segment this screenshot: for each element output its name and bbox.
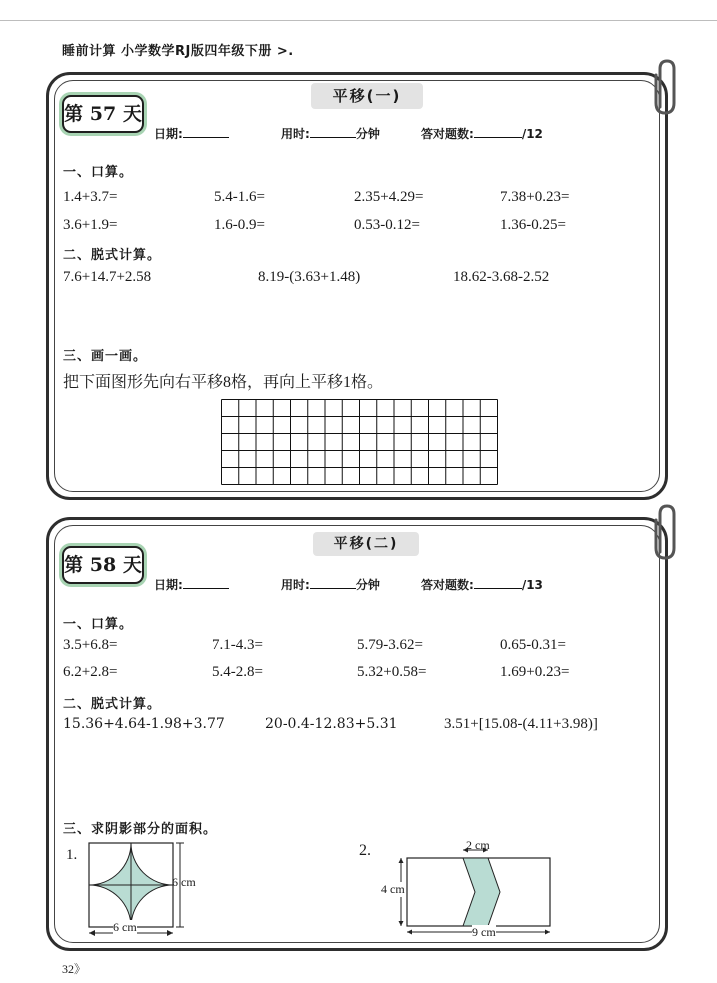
paperclip-icon <box>649 502 679 562</box>
score-field: 答对题数: /13 <box>421 578 543 592</box>
time-field: 用时: 分钟 <box>281 127 380 141</box>
section-draw-heading: 三、画一画。 <box>63 349 148 364</box>
day-58-card <box>46 517 668 951</box>
book-header: 睡前计算 小学数学RJ版四年级下册 >. <box>62 44 294 59</box>
figure-1-bottom-label: 6 cm <box>113 920 137 934</box>
oral-problem: 5.4-2.8= <box>212 664 263 680</box>
time-blank[interactable] <box>310 577 356 589</box>
score-blank[interactable] <box>474 577 522 589</box>
date-field: 日期: <box>154 125 229 142</box>
oral-problem: 1.36-0.25= <box>500 217 566 233</box>
lesson-title: 平移(一) <box>311 83 423 109</box>
figure-2-top-label: 2 cm <box>466 838 490 852</box>
time-field: 用时: 分钟 <box>281 578 380 592</box>
figure-1-side-label: 6 cm <box>172 875 196 889</box>
draw-instruction: 把下面图形先向右平移8格，再向上平移1格。 <box>63 374 384 391</box>
oral-problem: 7.38+0.23= <box>500 189 570 205</box>
oral-problem: 5.32+0.58= <box>357 664 427 680</box>
figure-2-rectangle <box>389 838 559 938</box>
written-problem: 20-0.4-12.83+5.31 <box>265 716 398 732</box>
oral-problem: 3.5+6.8= <box>63 637 118 653</box>
oral-problem: 1.6-0.9= <box>214 217 265 233</box>
section-area-heading: 三、求阴影部分的面积。 <box>63 822 218 837</box>
lesson-title: 平移(二) <box>313 532 419 556</box>
translation-grid[interactable] <box>221 399 498 485</box>
written-problem: 3.51+[15.08-(4.11+3.98)] <box>444 716 598 732</box>
figure-2-bottom-label: 9 cm <box>472 925 496 939</box>
oral-problem: 1.69+0.23= <box>500 664 570 680</box>
oral-problem: 5.79-3.62= <box>357 637 423 653</box>
day-badge: 第 58 天 <box>62 546 144 584</box>
top-rule <box>0 20 717 21</box>
oral-problem: 3.6+1.9= <box>63 217 118 233</box>
date-blank[interactable] <box>183 577 229 589</box>
oral-problem: 6.2+2.8= <box>63 664 118 680</box>
figure-2-number: 2. <box>359 842 371 859</box>
section-written-heading: 二、脱式计算。 <box>63 697 162 712</box>
figure-2-height-label: 4 cm <box>381 882 405 896</box>
day-badge: 第 57 天 <box>62 95 144 133</box>
section-oral-heading: 一、口算。 <box>63 165 134 180</box>
date-blank[interactable] <box>183 126 229 138</box>
page-number: 32》 <box>62 962 87 976</box>
paperclip-icon <box>649 57 679 117</box>
figure-1-number: 1. <box>66 847 78 863</box>
oral-problem: 0.53-0.12= <box>354 217 420 233</box>
oral-problem: 2.35+4.29= <box>354 189 424 205</box>
date-field: 日期: <box>154 576 229 593</box>
section-oral-heading: 一、口算。 <box>63 617 134 632</box>
time-blank[interactable] <box>310 126 356 138</box>
written-problem: 15.36+4.64-1.98+3.77 <box>63 716 225 732</box>
oral-problem: 5.4-1.6= <box>214 189 265 205</box>
oral-problem: 0.65-0.31= <box>500 637 566 653</box>
oral-problem: 1.4+3.7= <box>63 189 118 205</box>
written-problem: 7.6+14.7+2.58 <box>63 269 152 285</box>
score-blank[interactable] <box>474 126 522 138</box>
section-written-heading: 二、脱式计算。 <box>63 248 162 263</box>
day-57-card <box>46 72 668 500</box>
written-problem: 18.62-3.68-2.52 <box>453 269 550 285</box>
score-field: 答对题数: /12 <box>421 127 543 141</box>
written-problem: 8.19-(3.63+1.48) <box>258 269 361 285</box>
oral-problem: 7.1-4.3= <box>212 637 263 653</box>
